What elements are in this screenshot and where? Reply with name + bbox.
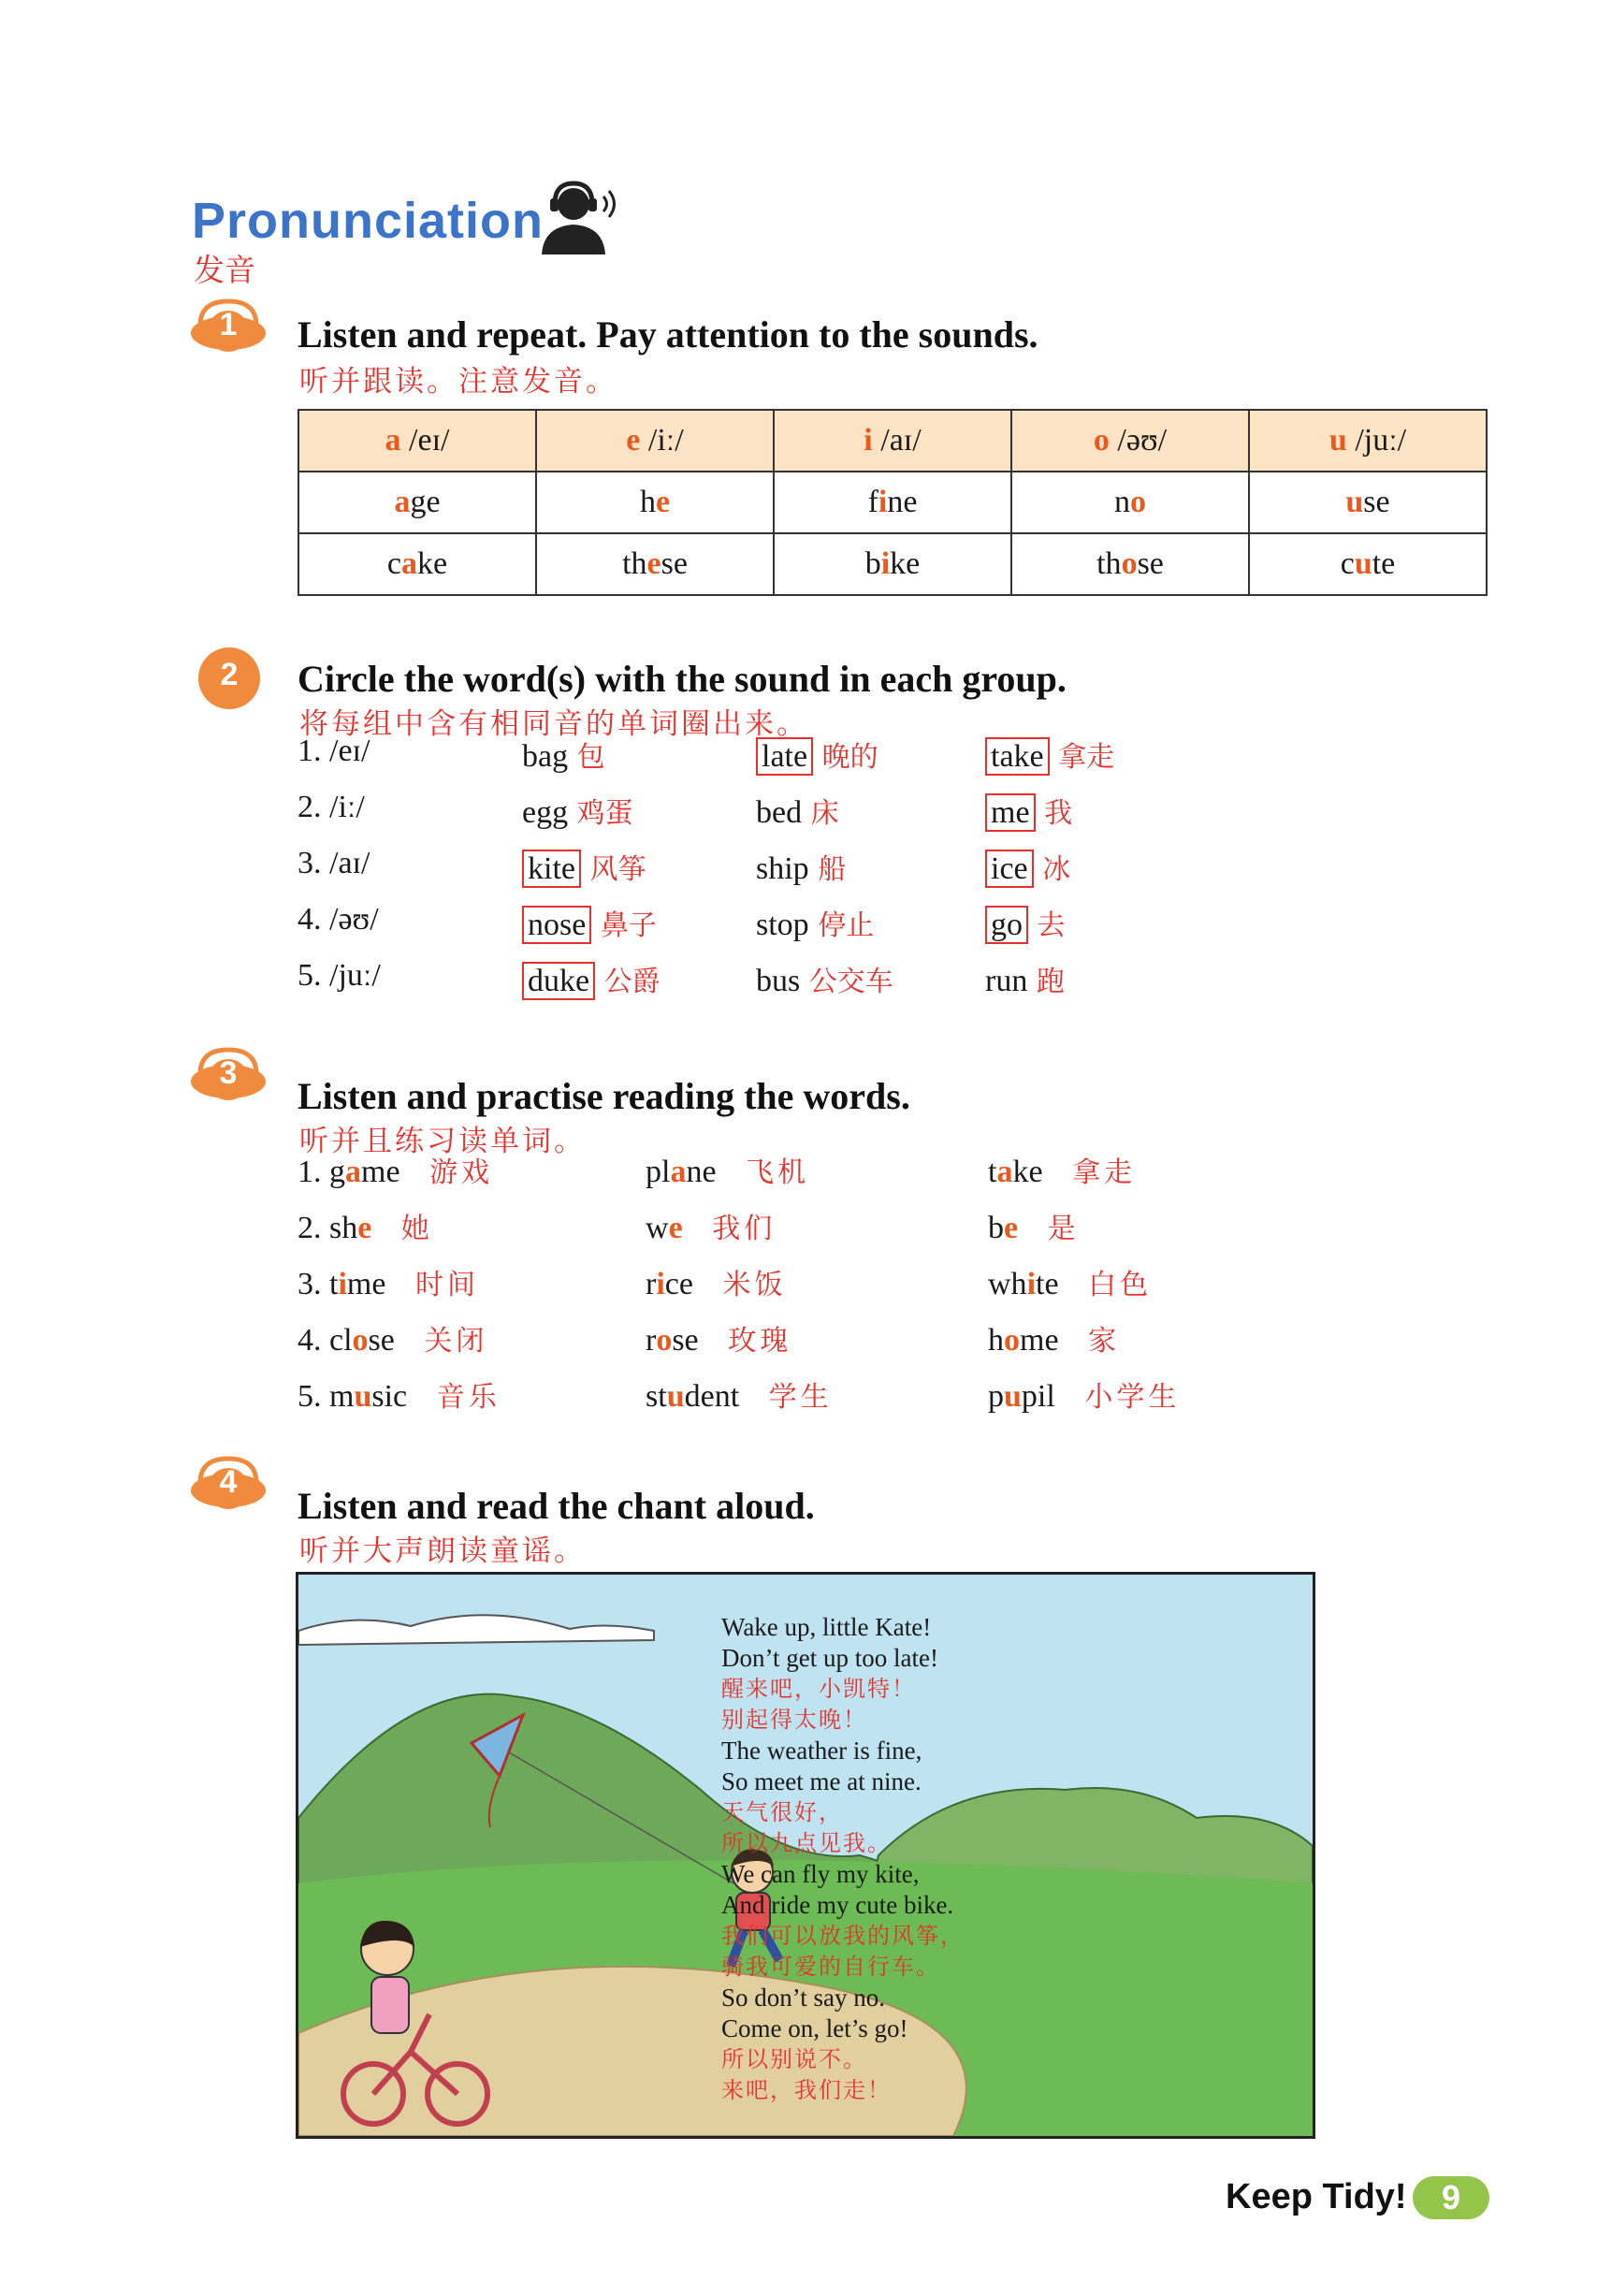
chinese-meaning: 学生 — [756, 1381, 833, 1414]
chinese-meaning: 小学生 — [1071, 1381, 1181, 1414]
poem-line: 醒来吧，小凯特！ — [721, 1676, 916, 1702]
chinese-meaning: 白色 — [1075, 1269, 1153, 1301]
word-choice — [985, 846, 1070, 887]
word-choice — [756, 790, 839, 831]
item-number: 5. — [298, 1379, 329, 1414]
reading-row — [298, 1373, 1233, 1430]
highlight-letter: u — [666, 1379, 685, 1414]
highlight-letter: o — [1121, 546, 1138, 581]
word-choice — [522, 790, 633, 831]
table-cell — [1011, 472, 1249, 533]
reading-word — [988, 1317, 1120, 1359]
exercise-row — [298, 902, 1233, 958]
poem-line: 所以别说不。 — [721, 2046, 867, 2072]
exercise-1-title: Listen and repeat. Pay attention to the sounds. — [298, 313, 1038, 356]
reading-word — [646, 1205, 776, 1246]
chinese-meaning: 飞机 — [733, 1156, 810, 1189]
example-word: cake — [386, 546, 448, 581]
reading-word — [646, 1149, 809, 1190]
reading-word — [646, 1317, 791, 1359]
word-choice — [522, 734, 605, 775]
chinese-meaning: 公爵 — [595, 966, 661, 998]
exercise-4-number: 4 — [219, 1464, 238, 1500]
page-number: 9 — [1413, 2176, 1489, 2219]
highlight-letter: a — [345, 1155, 361, 1189]
highlight-letter: e — [646, 546, 661, 581]
table-header-row — [298, 410, 1487, 472]
english-word: plane — [646, 1155, 717, 1189]
poem-line: Don’t get up too late! — [721, 1644, 938, 1672]
reading-word — [298, 1261, 479, 1302]
poem-line: We can fly my kite, — [721, 1860, 920, 1888]
chinese-meaning: 晚的 — [813, 741, 878, 774]
circle-words-grid — [298, 734, 1233, 1014]
poem-line: So meet me at nine. — [721, 1767, 922, 1795]
table-cell — [298, 472, 536, 533]
table-cell — [536, 472, 774, 533]
sound-label: 1. /eɪ/ — [298, 734, 370, 768]
english-word: take — [985, 737, 1050, 776]
english-word: she — [329, 1211, 372, 1245]
header-letter: i — [864, 423, 881, 458]
poem-line: The weather is fine, — [721, 1737, 922, 1765]
chinese-meaning: 我们 — [699, 1213, 777, 1245]
exercise-2-number: 2 — [220, 657, 239, 692]
english-word: bag — [522, 739, 569, 774]
highlight-letter: i — [1026, 1267, 1037, 1301]
english-word: time — [329, 1267, 386, 1301]
poem-line: 来吧，我们走！ — [721, 2077, 892, 2103]
chinese-meaning: 音乐 — [424, 1381, 501, 1414]
example-word: those — [1096, 546, 1164, 581]
english-word: take — [988, 1155, 1043, 1189]
chinese-meaning: 玫瑰 — [715, 1325, 792, 1358]
table-header-cell — [774, 410, 1011, 472]
english-word: bed — [756, 795, 803, 830]
example-word: age — [394, 485, 441, 519]
exercise-row — [298, 790, 1233, 846]
chinese-meaning: 关闭 — [411, 1325, 488, 1358]
table-cell — [1249, 472, 1487, 533]
listening-icon — [538, 180, 624, 261]
poem-line: Wake up, little Kate! — [721, 1613, 932, 1641]
example-word: cute — [1340, 546, 1396, 581]
item-number: 1. — [298, 1155, 329, 1189]
chinese-meaning: 游戏 — [416, 1156, 494, 1189]
word-choice — [985, 902, 1066, 943]
highlight-letter: o — [1004, 1323, 1020, 1358]
highlight-letter: o — [352, 1323, 369, 1358]
reading-row — [298, 1205, 1233, 1261]
item-number: 3. — [298, 1267, 329, 1301]
english-word: run — [985, 964, 1028, 998]
english-word: music — [329, 1379, 408, 1414]
table-cell — [774, 472, 1011, 533]
sound-label: 3. /aɪ/ — [298, 846, 370, 880]
chant-illustration — [296, 1572, 1315, 2139]
word-choice — [985, 790, 1072, 831]
table-header-cell — [1011, 410, 1249, 472]
table-header-cell — [1249, 410, 1487, 472]
exercise-3-title: Listen and practise reading the words. — [298, 1075, 910, 1117]
chinese-meaning: 我 — [1035, 797, 1073, 830]
highlight-letter: e — [655, 485, 671, 519]
header-letter: u — [1328, 423, 1356, 458]
highlight-letter: o — [1130, 485, 1146, 519]
english-word: me — [985, 793, 1036, 832]
table-cell — [774, 533, 1011, 595]
english-word: ship — [756, 851, 809, 886]
poem-line: 所以九点见我。 — [721, 1830, 892, 1856]
header-ipa: /əʊ/ — [1117, 423, 1168, 458]
header-ipa: /eɪ/ — [409, 423, 450, 458]
chinese-meaning: 时间 — [402, 1269, 479, 1301]
table-row — [298, 533, 1487, 595]
section-title: Pronunciation — [192, 193, 544, 249]
exercise-row — [298, 958, 1233, 1014]
sound-label: 5. /juː/ — [298, 958, 381, 993]
table-cell — [1011, 533, 1249, 595]
highlight-letter: a — [401, 546, 417, 581]
english-word: nose — [522, 906, 591, 944]
exercise-row — [298, 846, 1233, 902]
chinese-meaning: 拿走 — [1049, 741, 1115, 774]
exercise-3-badge — [187, 1046, 269, 1104]
highlight-letter: u — [1354, 546, 1372, 581]
section-subtitle: 发音 — [194, 252, 255, 288]
chinese-meaning: 冰 — [1033, 853, 1071, 886]
word-choice — [756, 734, 878, 775]
highlight-letter: i — [878, 485, 888, 519]
chinese-meaning: 去 — [1028, 909, 1066, 942]
highlight-letter: a — [670, 1155, 687, 1189]
exercise-2-title: Circle the word(s) with the sound in each group. — [298, 658, 1067, 700]
example-word: bike — [864, 546, 921, 581]
unit-title: Keep Tidy! — [1226, 2177, 1407, 2216]
header-letter: e — [626, 423, 648, 458]
exercise-4-subtitle: 听并大声朗读童谣。 — [299, 1534, 586, 1568]
poem-line: And ride my cute bike. — [721, 1891, 954, 1919]
english-word: go — [985, 906, 1028, 944]
highlight-letter: i — [338, 1267, 347, 1301]
example-word: no — [1114, 485, 1146, 519]
highlight-letter: i — [880, 546, 891, 581]
table-header-cell — [536, 410, 774, 472]
english-word: be — [988, 1211, 1019, 1245]
english-word: game — [329, 1155, 400, 1189]
poem-line: 天气很好， — [721, 1799, 843, 1825]
header-ipa: /iː/ — [647, 423, 684, 458]
reading-word — [298, 1149, 493, 1190]
sounds-table — [298, 409, 1488, 596]
table-row — [298, 472, 1487, 533]
chinese-meaning: 鸡蛋 — [568, 797, 633, 830]
sound-label: 4. /əʊ/ — [298, 902, 379, 937]
item-number: 2. — [298, 1211, 329, 1245]
reading-row — [298, 1149, 1233, 1205]
english-word: pupil — [988, 1379, 1055, 1414]
reading-word — [988, 1205, 1080, 1246]
reading-word — [988, 1149, 1136, 1190]
reading-word — [988, 1261, 1152, 1302]
reading-words-grid — [298, 1149, 1233, 1430]
table-cell — [298, 533, 536, 595]
item-number: 4. — [298, 1323, 329, 1358]
word-choice — [985, 734, 1114, 775]
reading-row — [298, 1317, 1233, 1373]
poem-line: 我们可以放我的风筝， — [721, 1923, 965, 1949]
header-ipa: /aɪ/ — [880, 423, 922, 458]
chinese-meaning: 是 — [1035, 1213, 1080, 1245]
poem-line: 骑我可爱的自行车。 — [721, 1954, 940, 1980]
word-choice — [756, 846, 846, 887]
english-word: white — [988, 1267, 1059, 1301]
word-choice — [522, 958, 661, 999]
highlight-letter: u — [1345, 485, 1364, 519]
highlight-letter: e — [357, 1211, 372, 1245]
example-word: he — [639, 485, 671, 519]
chinese-meaning: 船 — [808, 853, 847, 886]
exercise-1-number: 1 — [219, 307, 238, 342]
chinese-meaning: 家 — [1075, 1325, 1121, 1358]
exercise-row — [298, 734, 1233, 790]
header-letter: o — [1093, 423, 1118, 458]
chinese-meaning: 公交车 — [800, 966, 893, 998]
english-word: home — [988, 1323, 1059, 1358]
english-word: close — [329, 1323, 395, 1358]
english-word: ice — [985, 850, 1034, 888]
english-word: late — [756, 737, 813, 776]
chinese-meaning: 包 — [568, 741, 605, 774]
word-choice — [985, 958, 1065, 999]
word-choice — [756, 902, 874, 943]
english-word: rose — [646, 1323, 699, 1358]
english-word: rice — [646, 1267, 693, 1301]
highlight-letter: e — [668, 1211, 683, 1245]
exercise-4-badge — [187, 1455, 269, 1513]
highlight-letter: a — [394, 485, 411, 519]
exercise-4-title: Listen and read the chant aloud. — [298, 1485, 815, 1527]
word-choice — [522, 846, 646, 887]
word-choice — [756, 958, 893, 999]
exercise-1-badge — [187, 298, 269, 356]
english-word: we — [646, 1211, 683, 1245]
exercise-2-badge — [196, 646, 279, 704]
chinese-meaning: 米饭 — [709, 1269, 787, 1301]
chinese-meaning: 风筝 — [580, 853, 646, 886]
highlight-letter: e — [1004, 1211, 1019, 1245]
chinese-meaning: 床 — [802, 797, 839, 830]
highlight-letter: a — [996, 1155, 1013, 1189]
english-word: stop — [756, 908, 809, 942]
english-word: duke — [522, 962, 595, 1000]
header-ipa: /juː/ — [1355, 423, 1407, 458]
reading-word — [298, 1373, 501, 1415]
reading-word — [298, 1317, 487, 1359]
english-word: bus — [756, 964, 801, 998]
poem-line: 别起得太晚！ — [721, 1707, 867, 1733]
english-word: student — [646, 1379, 740, 1414]
example-word: fine — [867, 485, 918, 519]
example-word: use — [1345, 485, 1390, 519]
reading-word — [298, 1205, 433, 1246]
sound-label: 2. /iː/ — [298, 790, 365, 824]
reading-word — [646, 1373, 833, 1415]
exercise-3-subtitle: 听并且练习读单词。 — [299, 1125, 586, 1158]
chinese-meaning: 停止 — [808, 909, 875, 942]
exercise-1-subtitle: 听并跟读。注意发音。 — [299, 365, 617, 399]
highlight-letter: o — [656, 1323, 673, 1358]
word-choice — [522, 902, 657, 943]
highlight-letter: i — [656, 1267, 665, 1301]
highlight-letter: u — [1004, 1379, 1022, 1414]
english-word: egg — [522, 795, 569, 830]
reading-word — [988, 1373, 1180, 1415]
poem-line: Come on, let’s go! — [721, 2014, 908, 2042]
table-header-cell — [298, 410, 536, 472]
chant-poem — [721, 1612, 965, 2106]
reading-word — [646, 1261, 787, 1302]
chinese-meaning: 跑 — [1027, 966, 1065, 998]
exercise-2-subtitle: 将每组中含有相同音的单词圈出来。 — [299, 707, 808, 741]
highlight-letter: u — [354, 1379, 372, 1414]
header-letter: a — [385, 423, 410, 458]
poem-line: So don’t say no. — [721, 1984, 886, 2012]
reading-row — [298, 1261, 1233, 1317]
example-word: these — [622, 546, 688, 581]
table-cell — [1249, 533, 1487, 595]
table-cell — [536, 533, 774, 595]
chinese-meaning: 拿走 — [1059, 1156, 1137, 1189]
chinese-meaning: 她 — [388, 1213, 433, 1245]
chinese-meaning: 鼻子 — [591, 909, 657, 942]
exercise-3-number: 3 — [219, 1055, 238, 1091]
english-word: kite — [522, 850, 581, 888]
